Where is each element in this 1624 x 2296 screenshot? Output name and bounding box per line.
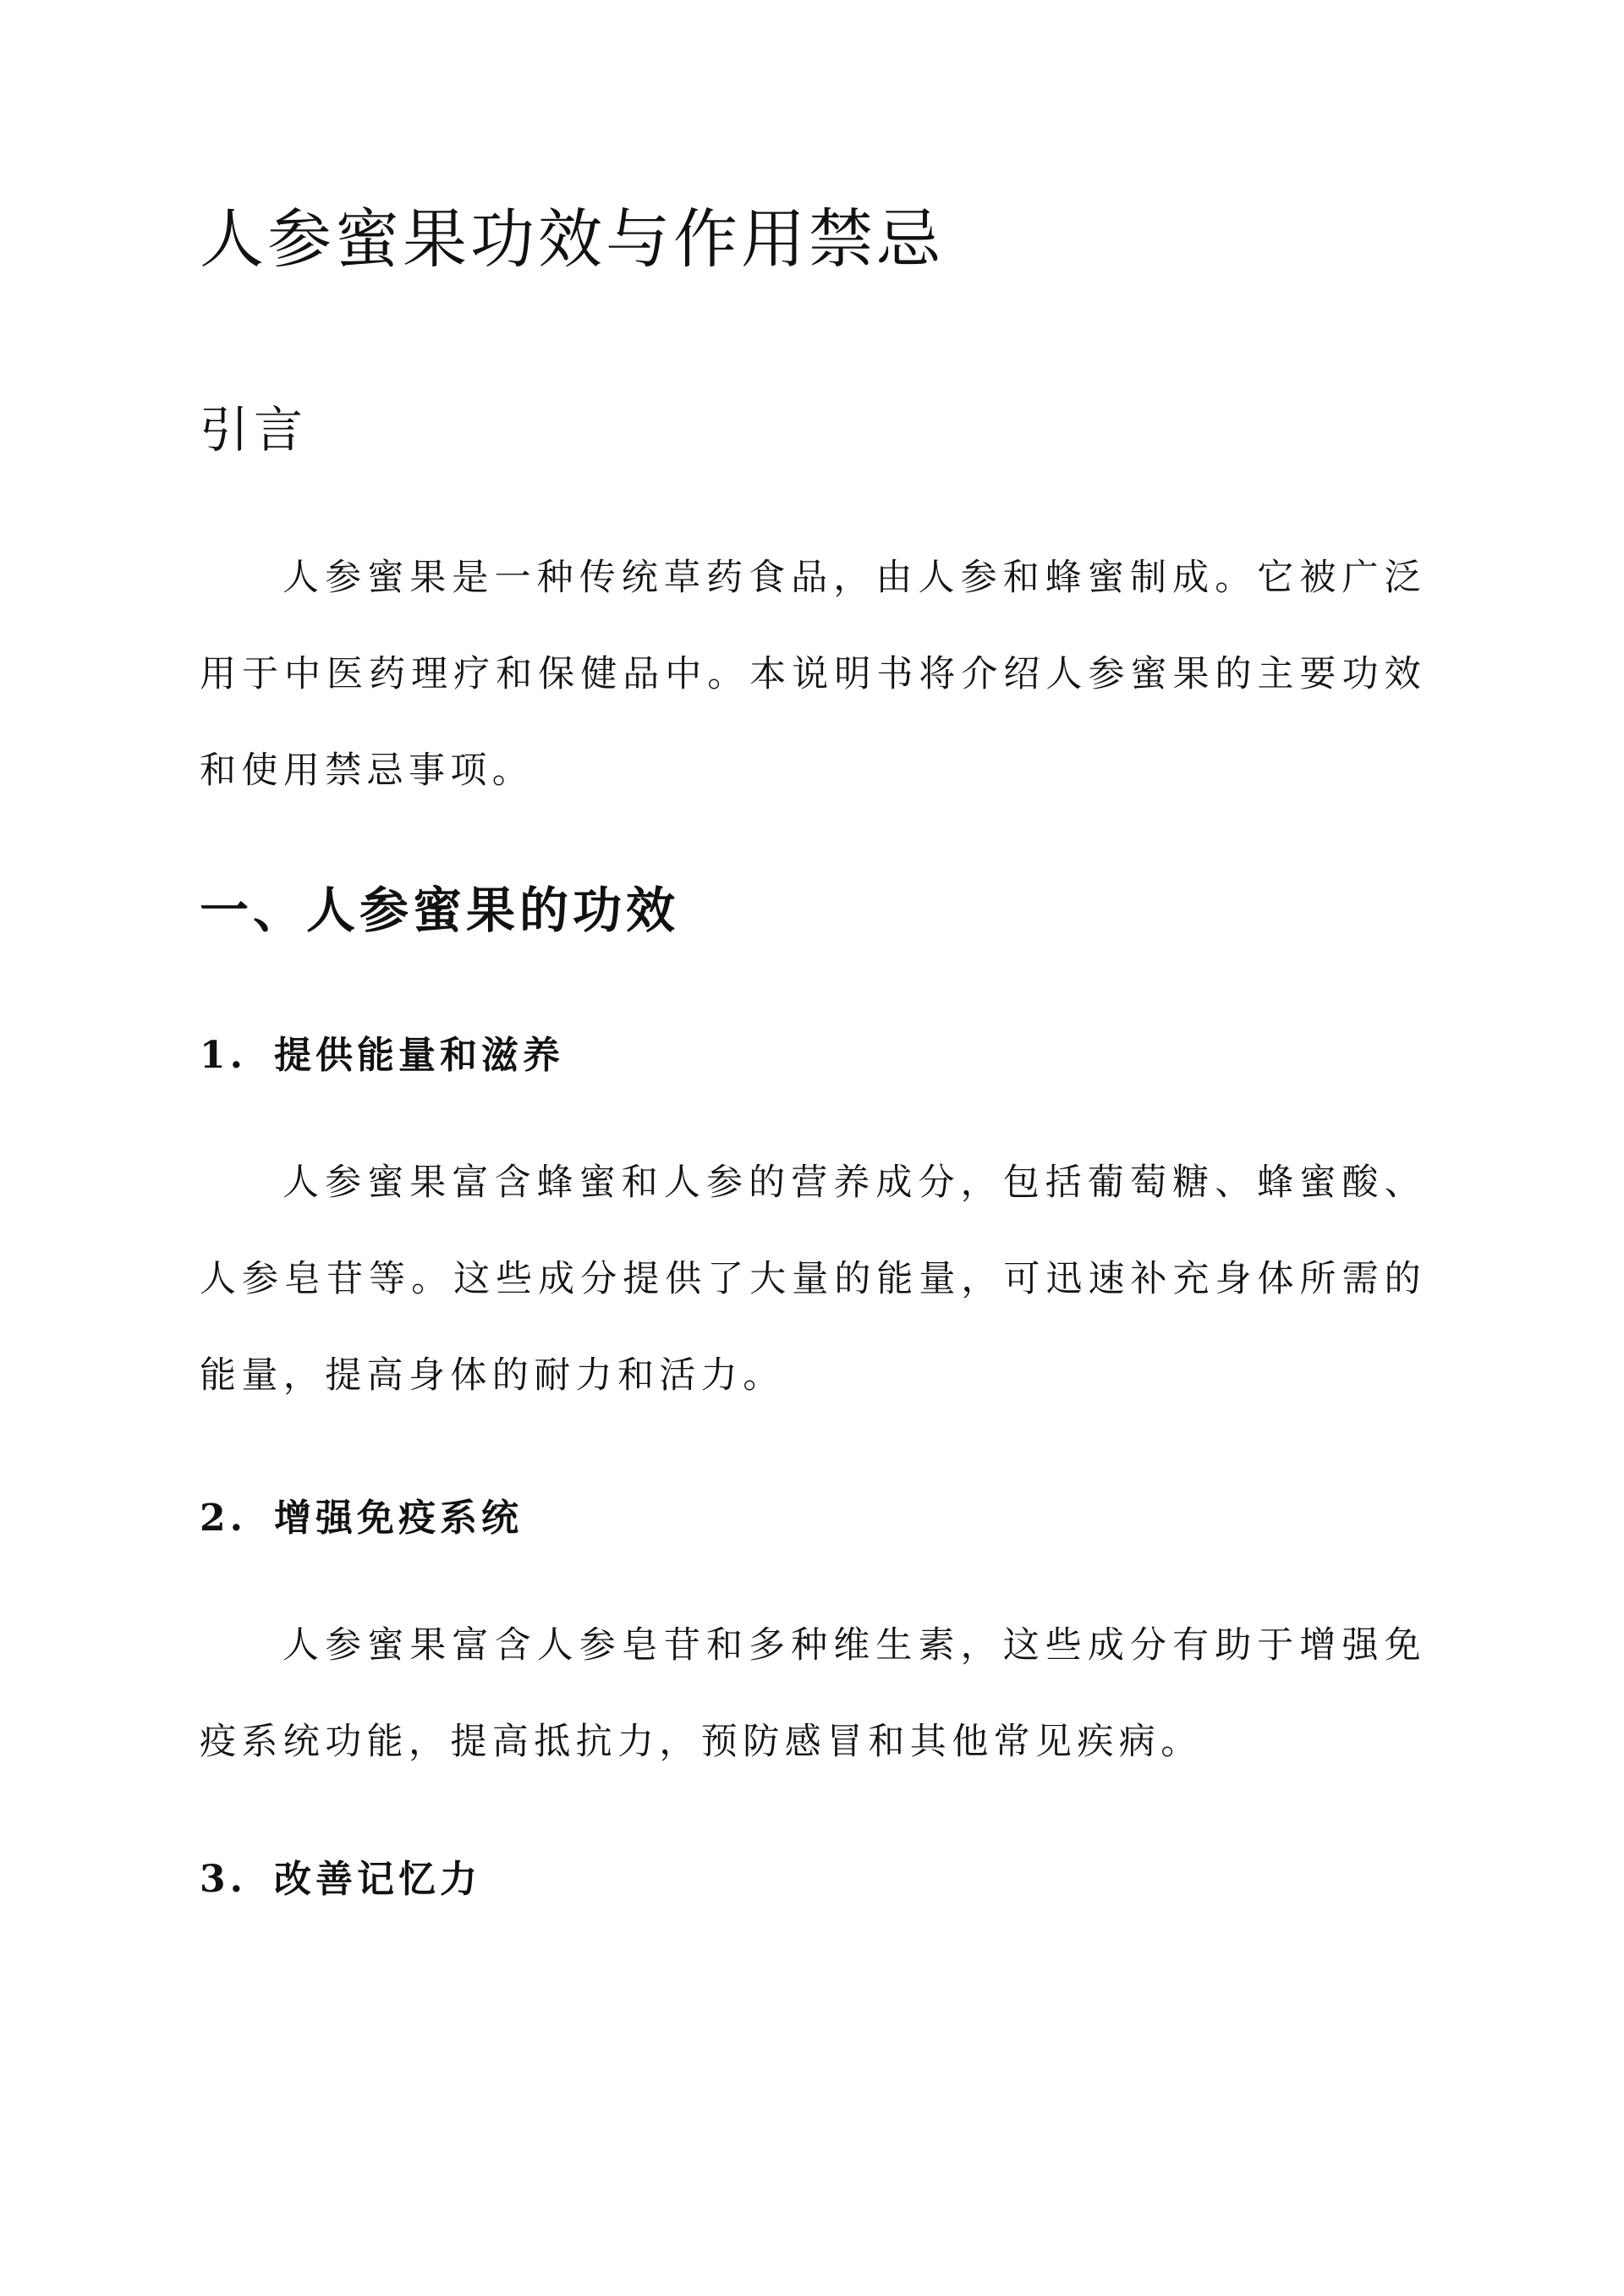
item-1-title: 提供能量和滋养 [274,1034,564,1077]
item-1-heading [200,1030,564,1081]
document-title: 人参蜜果功效与作用禁忌 [200,201,944,277]
item-3-number: 3. [200,1858,247,1901]
section-1-heading: 一、人参蜜果的功效 [200,882,680,939]
item-2-paragraph: 人参蜜果富含人参皂苷和多种维生素，这些成分有助于增强免疫系统功能，提高抵抗力，预防感冒和其他常见疾病。 [200,1624,1426,1763]
item-2-title: 增强免疫系统 [274,1497,523,1540]
intro-heading: 引言 [200,401,309,459]
intro-paragraph: 人参蜜果是一种传统草药食品，由人参和蜂蜜制成。它被广泛用于中医药理疗和保健品中。本说明书将介绍人参蜜果的主要功效和使用禁忌事项。 [200,557,1426,792]
item-3-heading [200,1854,481,1905]
item-1-paragraph: 人参蜜果富含蜂蜜和人参的营养成分，包括葡萄糖、蜂蜜酸、人参皂苷等。这些成分提供了大量的能量，可迅速补充身体所需的能量，提高身体的耐力和活力。 [200,1162,1426,1397]
document-page [200,0,1426,2296]
item-3-title: 改善记忆力 [274,1858,481,1901]
item-2-number: 2. [200,1497,247,1540]
item-2-heading [200,1493,523,1544]
item-1-number: 1. [200,1034,247,1077]
